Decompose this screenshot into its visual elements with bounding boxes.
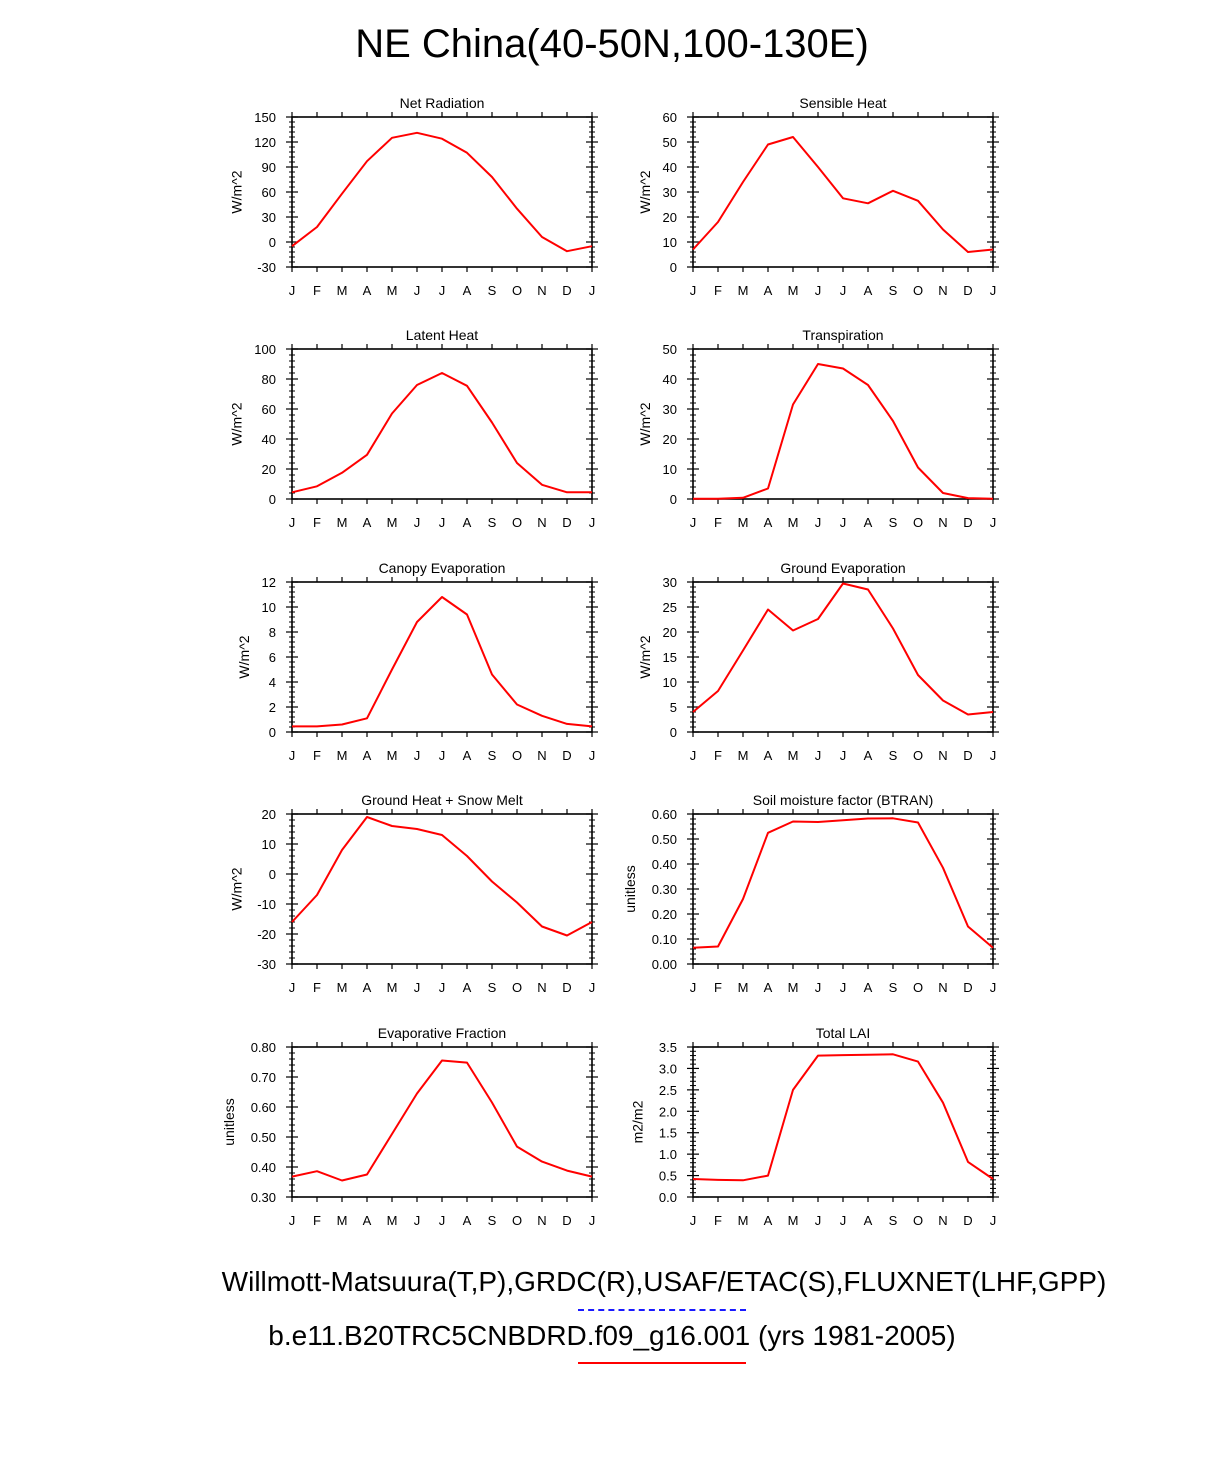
x-tick-label: J	[689, 283, 697, 298]
x-tick-label: S	[888, 1213, 898, 1228]
chart-panel	[229, 95, 599, 298]
observations-caption: Willmott-Matsuura(T,P),GRDC(R),USAF/ETAC(S),FLUXNET(LHF,GPP)	[221, 1266, 1107, 1297]
x-tick-label: F	[313, 980, 321, 995]
y-axis-label: W/m^2	[637, 635, 653, 679]
x-tick-label: A	[763, 515, 773, 530]
y-axis-label: W/m^2	[236, 635, 252, 679]
x-tick-label: F	[714, 1213, 722, 1228]
x-tick-label: J	[588, 980, 596, 995]
y-axis-label: W/m^2	[228, 170, 245, 214]
x-tick-label: A	[863, 1213, 873, 1228]
x-tick-label: F	[714, 283, 722, 298]
x-tick-label: S	[487, 980, 497, 995]
y-tick-label: 20	[662, 432, 677, 447]
y-tick-label: 20	[261, 462, 276, 477]
y-tick-label: 0.10	[651, 932, 677, 947]
x-tick-label: J	[288, 980, 296, 995]
y-tick-label: 0.60	[250, 1100, 276, 1115]
y-tick-label: 25	[662, 600, 677, 615]
x-tick-label: M	[737, 515, 749, 530]
x-tick-label: S	[888, 283, 898, 298]
y-tick-label: 0.00	[651, 957, 677, 972]
x-tick-label: D	[562, 515, 572, 530]
x-tick-label: M	[386, 748, 398, 763]
data-series-line	[292, 373, 592, 492]
x-tick-label: F	[313, 1213, 321, 1228]
x-tick-label: J	[989, 515, 997, 530]
x-tick-label: N	[938, 283, 948, 298]
x-tick-label: N	[938, 1213, 948, 1228]
data-series-line	[292, 1061, 592, 1181]
x-tick-label: J	[588, 283, 596, 298]
panel-title: Canopy Evaporation	[378, 560, 506, 576]
y-tick-label: 1.0	[658, 1147, 677, 1163]
y-tick-label: 120	[254, 135, 276, 150]
x-tick-label: J	[413, 748, 421, 763]
x-tick-label: M	[336, 1213, 348, 1228]
y-tick-label: 40	[662, 372, 677, 387]
data-series-line	[292, 597, 592, 726]
x-tick-label: S	[487, 515, 497, 530]
x-tick-label: A	[763, 1213, 773, 1228]
x-tick-label: M	[787, 515, 799, 530]
x-tick-label: M	[336, 515, 348, 530]
y-tick-label: 20	[662, 210, 677, 225]
y-tick-label: 0	[268, 867, 276, 882]
x-tick-label: J	[989, 748, 997, 763]
y-tick-label: 30	[662, 185, 677, 200]
y-tick-label: 150	[254, 110, 276, 125]
x-tick-label: F	[714, 980, 722, 995]
x-tick-label: N	[537, 748, 547, 763]
y-axis-label: W/m^2	[228, 867, 245, 911]
y-tick-label: 60	[261, 402, 276, 417]
y-tick-label: -30	[257, 957, 276, 972]
y-tick-label: 3.5	[658, 1040, 677, 1055]
y-tick-label: 30	[662, 575, 677, 590]
x-tick-label: A	[362, 283, 372, 298]
x-tick-label: A	[362, 515, 372, 530]
chart-panel	[637, 95, 999, 298]
chart-panel	[221, 1025, 598, 1228]
y-axis-label: W/m^2	[228, 402, 245, 446]
y-tick-label: 30	[662, 402, 677, 417]
y-tick-label: -10	[257, 897, 276, 912]
x-tick-label: J	[288, 1213, 296, 1228]
y-tick-label: -20	[257, 927, 276, 942]
x-tick-label: F	[714, 748, 722, 763]
x-tick-label: J	[288, 748, 296, 763]
x-tick-label: J	[438, 515, 446, 530]
x-tick-label: F	[714, 515, 722, 530]
x-tick-label: S	[487, 748, 497, 763]
x-tick-label: F	[313, 515, 321, 530]
y-axis-label: W/m^2	[637, 170, 653, 214]
data-series-line	[693, 364, 993, 499]
x-tick-label: D	[963, 1213, 973, 1228]
y-tick-label: 0.30	[651, 882, 677, 897]
y-tick-label: 12	[261, 575, 276, 590]
y-tick-label: 0	[268, 725, 276, 740]
x-tick-label: A	[462, 283, 472, 298]
plot-frame	[693, 117, 993, 267]
x-tick-label: M	[336, 748, 348, 763]
x-tick-label: S	[888, 748, 898, 763]
x-tick-label: N	[938, 980, 948, 995]
y-tick-label: 2	[268, 700, 276, 715]
x-tick-label: N	[938, 748, 948, 763]
x-tick-label: O	[511, 748, 523, 763]
panel-title: Ground Heat + Snow Melt	[361, 792, 523, 808]
x-tick-label: J	[588, 748, 596, 763]
x-tick-label: S	[487, 283, 497, 298]
x-tick-label: M	[737, 980, 749, 995]
x-tick-label: M	[336, 283, 348, 298]
y-tick-label: 10	[261, 837, 276, 852]
y-tick-label: 1.5	[658, 1125, 677, 1141]
panel-title: Net Radiation	[399, 95, 485, 111]
x-tick-label: O	[912, 515, 924, 530]
x-tick-label: M	[737, 748, 749, 763]
x-tick-label: M	[386, 980, 398, 995]
x-tick-label: J	[413, 283, 421, 298]
observations-legend-line	[578, 1309, 746, 1311]
x-tick-label: M	[787, 1213, 799, 1228]
y-tick-label: 6	[268, 650, 276, 665]
panel-title: Latent Heat	[405, 327, 479, 343]
y-tick-label: 50	[662, 342, 677, 357]
figure-title: NE China(40-50N,100-130E)	[355, 22, 869, 66]
x-tick-label: D	[562, 748, 572, 763]
y-tick-label: 0.60	[651, 807, 677, 822]
x-tick-label: M	[336, 980, 348, 995]
x-tick-label: D	[562, 1213, 572, 1228]
chart-panel	[637, 560, 999, 763]
x-tick-label: J	[438, 283, 446, 298]
data-series-line	[693, 818, 993, 948]
chart-panel	[236, 560, 598, 763]
x-tick-label: J	[989, 980, 997, 995]
x-tick-label: A	[763, 748, 773, 763]
x-tick-label: A	[362, 748, 372, 763]
y-axis-label: unitless	[622, 865, 638, 913]
x-tick-label: D	[562, 283, 572, 298]
x-tick-label: J	[689, 1213, 697, 1228]
y-tick-label: 60	[261, 185, 276, 200]
x-tick-label: J	[839, 515, 847, 530]
plot-frame	[693, 1047, 993, 1197]
y-axis-label: m2/m2	[629, 1100, 646, 1144]
data-series-line	[693, 1054, 993, 1180]
y-tick-label: 0	[669, 260, 677, 275]
x-tick-label: J	[989, 283, 997, 298]
x-tick-label: M	[737, 1213, 749, 1228]
x-tick-label: S	[487, 1213, 497, 1228]
y-tick-label: 0	[669, 725, 677, 740]
x-tick-label: N	[537, 283, 547, 298]
y-tick-label: 0.40	[651, 857, 677, 872]
x-tick-label: F	[313, 748, 321, 763]
x-tick-label: J	[588, 1213, 596, 1228]
y-tick-label: 0.0	[658, 1190, 677, 1205]
x-tick-label: N	[537, 515, 547, 530]
y-tick-label: 0	[268, 492, 276, 507]
y-tick-label: 0.40	[250, 1160, 276, 1175]
x-tick-label: J	[839, 283, 847, 298]
x-tick-label: J	[413, 1213, 421, 1228]
panel-title: Soil moisture factor (BTRAN)	[752, 792, 934, 808]
y-tick-label: 10	[662, 235, 677, 250]
y-tick-label: 20	[662, 625, 677, 640]
x-tick-label: O	[912, 980, 924, 995]
x-tick-label: O	[912, 1213, 924, 1228]
chart-panel	[229, 327, 599, 530]
x-tick-label: M	[787, 980, 799, 995]
x-tick-label: J	[438, 980, 446, 995]
x-tick-label: A	[462, 980, 472, 995]
data-series-line	[693, 584, 993, 715]
y-tick-label: 0	[268, 235, 276, 250]
x-tick-label: J	[814, 515, 822, 530]
y-tick-label: 10	[662, 462, 677, 477]
x-tick-label: D	[963, 980, 973, 995]
x-tick-label: M	[386, 1213, 398, 1228]
x-tick-label: J	[413, 515, 421, 530]
x-tick-label: J	[288, 515, 296, 530]
x-tick-label: J	[839, 980, 847, 995]
y-tick-label: 4	[268, 675, 276, 690]
x-tick-label: N	[537, 980, 547, 995]
x-tick-label: A	[462, 515, 472, 530]
y-tick-label: 0.30	[250, 1190, 276, 1205]
y-tick-label: 40	[261, 432, 276, 447]
panel-title: Sensible Heat	[799, 95, 887, 111]
x-tick-label: F	[313, 283, 321, 298]
x-tick-label: D	[562, 980, 572, 995]
x-tick-label: A	[362, 980, 372, 995]
data-series-line	[693, 137, 993, 252]
plot-frame	[693, 814, 993, 964]
panel-title: Total LAI	[815, 1025, 871, 1041]
panel-title: Transpiration	[802, 327, 884, 343]
x-tick-label: O	[912, 283, 924, 298]
y-tick-label: 20	[261, 807, 276, 822]
x-tick-label: J	[814, 1213, 822, 1228]
x-tick-label: J	[839, 748, 847, 763]
x-tick-label: M	[386, 283, 398, 298]
y-tick-label: 8	[268, 625, 276, 640]
y-axis-label: W/m^2	[637, 402, 653, 446]
chart-panel	[622, 792, 999, 995]
plot-frame	[292, 1047, 592, 1197]
y-tick-label: 0.20	[651, 907, 677, 922]
x-tick-label: D	[963, 515, 973, 530]
x-tick-label: S	[888, 515, 898, 530]
plot-frame	[292, 814, 592, 964]
x-tick-label: S	[888, 980, 898, 995]
x-tick-label: J	[689, 748, 697, 763]
x-tick-label: J	[839, 1213, 847, 1228]
y-tick-label: 10	[662, 675, 677, 690]
x-tick-label: J	[413, 980, 421, 995]
x-tick-label: M	[737, 283, 749, 298]
y-tick-label: 0.50	[250, 1130, 276, 1145]
x-tick-label: J	[814, 283, 822, 298]
x-tick-label: N	[537, 1213, 547, 1228]
x-tick-label: O	[511, 515, 523, 530]
y-tick-label: 90	[261, 160, 276, 175]
y-tick-label: 60	[662, 110, 677, 125]
x-tick-label: J	[588, 515, 596, 530]
y-tick-label: 0.5	[658, 1168, 677, 1184]
panel-title: Ground Evaporation	[780, 560, 906, 576]
chart-panel	[229, 792, 599, 995]
x-tick-label: A	[362, 1213, 372, 1228]
plot-frame	[292, 582, 592, 732]
x-tick-label: O	[511, 980, 523, 995]
y-tick-label: 2.5	[658, 1082, 677, 1098]
x-tick-label: J	[814, 748, 822, 763]
x-tick-label: J	[989, 1213, 997, 1228]
model-caption: b.e11.B20TRC5CNBDRD.f09_g16.001 (yrs 1981-2005)	[268, 1320, 956, 1351]
x-tick-label: M	[787, 748, 799, 763]
y-tick-label: 100	[254, 342, 276, 357]
chart-panel	[630, 1025, 1000, 1228]
y-axis-label: unitless	[221, 1098, 237, 1146]
y-tick-label: 80	[261, 372, 276, 387]
x-tick-label: O	[511, 283, 523, 298]
y-tick-label: 0.70	[250, 1070, 276, 1085]
x-tick-label: M	[386, 515, 398, 530]
y-tick-label: 2.0	[658, 1104, 677, 1120]
x-tick-label: A	[462, 1213, 472, 1228]
y-tick-label: 0.80	[250, 1040, 276, 1055]
x-tick-label: D	[963, 283, 973, 298]
x-tick-label: O	[511, 1213, 523, 1228]
y-tick-label: 0	[669, 492, 677, 507]
x-tick-label: A	[763, 283, 773, 298]
x-tick-label: A	[863, 283, 873, 298]
y-tick-label: 0.50	[651, 832, 677, 847]
chart-panel	[637, 327, 999, 530]
panel-title: Evaporative Fraction	[377, 1025, 507, 1041]
x-tick-label: A	[462, 748, 472, 763]
y-tick-label: 10	[261, 600, 276, 615]
y-tick-label: 30	[261, 210, 276, 225]
x-tick-label: A	[863, 748, 873, 763]
y-tick-label: 15	[662, 650, 677, 665]
plot-frame	[693, 349, 993, 499]
y-tick-label: 50	[662, 135, 677, 150]
x-tick-label: A	[863, 980, 873, 995]
x-tick-label: J	[814, 980, 822, 995]
x-tick-label: J	[438, 1213, 446, 1228]
y-tick-label: 40	[662, 160, 677, 175]
x-tick-label: O	[912, 748, 924, 763]
y-tick-label: 3.0	[658, 1061, 677, 1077]
data-series-line	[292, 133, 592, 251]
y-tick-label: 5	[669, 700, 677, 715]
data-series-line	[292, 817, 592, 936]
x-tick-label: A	[763, 980, 773, 995]
x-tick-label: J	[438, 748, 446, 763]
x-tick-label: D	[963, 748, 973, 763]
x-tick-label: J	[689, 980, 697, 995]
x-tick-label: N	[938, 515, 948, 530]
x-tick-label: J	[288, 283, 296, 298]
x-tick-label: J	[689, 515, 697, 530]
y-tick-label: -30	[257, 260, 276, 275]
x-tick-label: M	[787, 283, 799, 298]
model-legend-line	[578, 1362, 746, 1364]
x-tick-label: A	[863, 515, 873, 530]
